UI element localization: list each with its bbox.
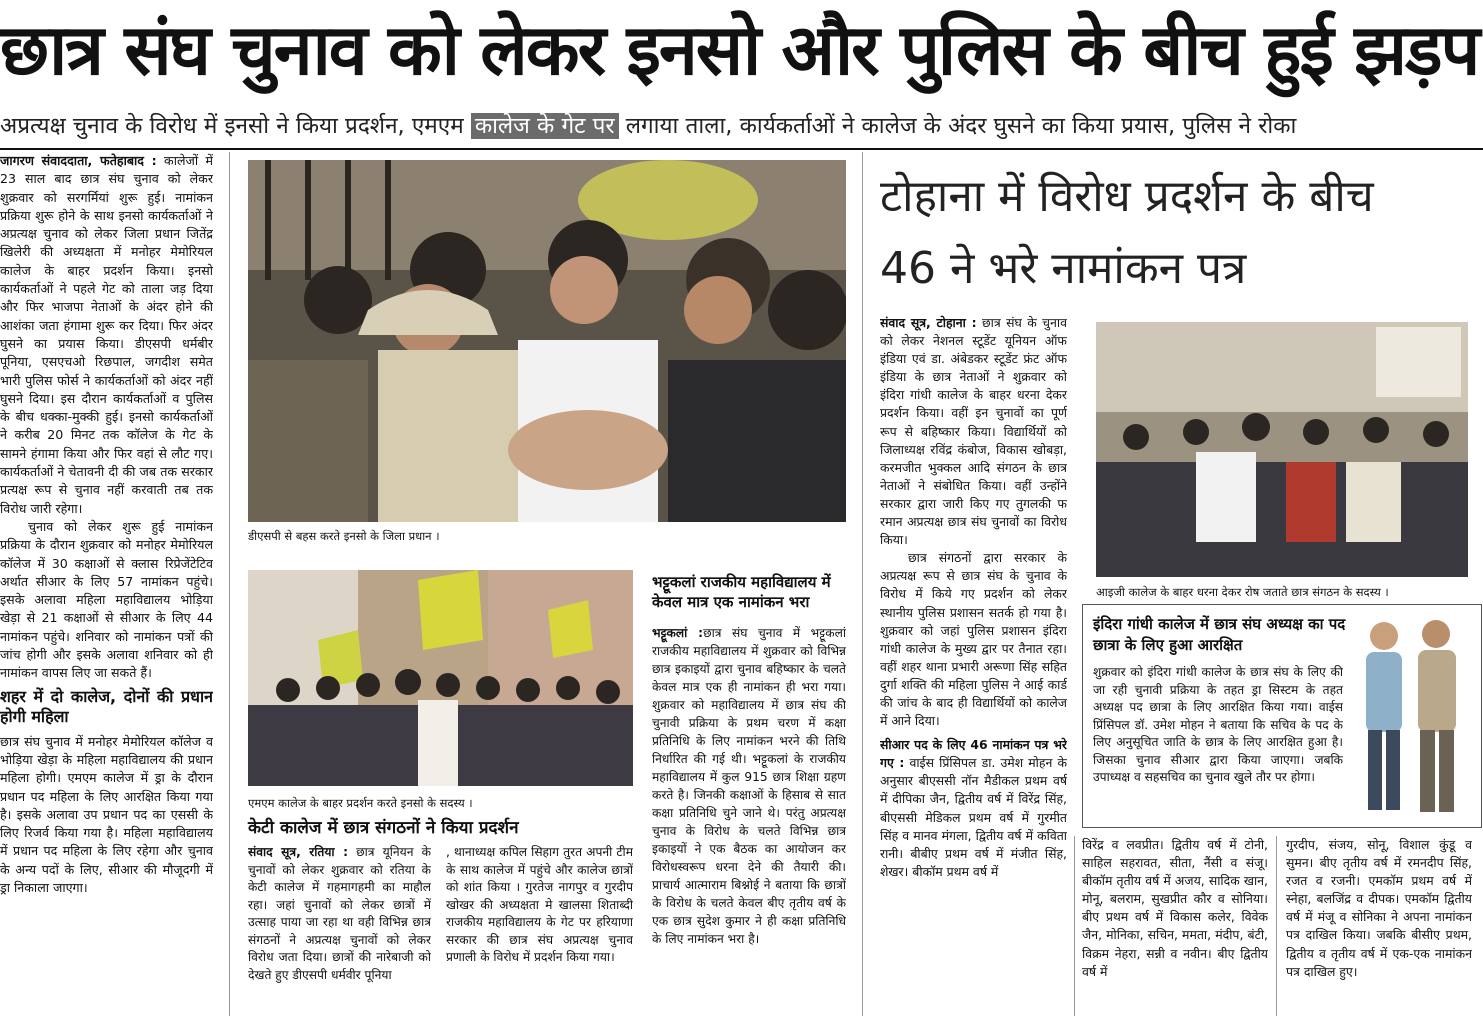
bhattu-story-text <box>652 624 846 1016</box>
left-byline: जागरण संवाददाता, फतेहाबाद : <box>0 153 157 168</box>
keti-story-title: केटी कालेज में छात्र संगठनों ने किया प्रदर्शन <box>248 818 519 838</box>
subheadline-highlight: कालेज के गेट पर <box>471 113 619 139</box>
bhattu-byline: भट्टूकलां : <box>652 626 704 640</box>
bhattu-story-title: भट्टूकलां राजकीय महाविद्यालय में केवल मात्र एक नामांकन भरा <box>652 573 831 611</box>
indira-box-text <box>1093 664 1343 822</box>
tohana-para1: छात्र संघ के चुनाव को लेकर नेशनल स्टूडेंट यूनियन ऑफ इंडिया एवं डा. अंबेडकर स्टूडेंट फ्रंट ऑफ इंडिया के छात्र नेताओं ने शुक्रवार को इंदिरा गांधी कालेज के बाहर धरना देकर प्रदर्शन किया। वहीं इन चुनावों का पूर्ण रूप से बहिष्कार किया। विद्यार्थियों को जिलाध्यक्ष रविंद्र कंबोज, विकास खोबड़ा, करमजीत भुक्कल आदि संगठन के छात्र नेताओं ने संबोधित किया। वहीं उन्होंने सरकार द्वारा जारी किए गए तुगलकी फ रमान अप्रत्यक्ष छात्र संघ चुनावों का विरोध किया। <box>880 315 1067 548</box>
left-column <box>0 152 213 1018</box>
column-divider-right-1 <box>1074 836 1075 1016</box>
keti-byline: संवाद सूत्र, रतिया : <box>248 845 348 859</box>
second-photo-caption: एमएम कालेज के बाहर प्रदर्शन करते इनसो के सदस्य । <box>248 796 473 810</box>
tohana-byline: संवाद सूत्र, टोहाना : <box>880 315 977 330</box>
keti-story-col2 <box>446 844 633 1016</box>
tohana-title-line1: टोहाना में विरोध प्रदर्शन के बीच <box>880 171 1374 222</box>
second-photo <box>248 570 633 786</box>
subheadline <box>0 104 1483 148</box>
keti-col1-text: छात्र यूनियन के चुनावों को लेकर शुक्रवार को रतिया के केटी कालेज में गहमागहमी का माहौल रहा। जहां चुनावों को लेकर छात्रों में उत्साह पाया जा रहा था वही विभिन्न छात्र संगठनों ने अप्रत्यक्ष चुनावों को लेकर विरोध जता दिया। छात्रों की नारेबाजी को देखते हुए डीएसपी धर्मवीर पूनिया <box>248 845 431 982</box>
main-photo-scene <box>248 160 846 522</box>
tohana-para4: विरेंद्र व लवप्रीत। द्वितीय वर्ष में टोनी, साहिल सहरावत, सीता, नैंसी व संजू। बीकॉम तृतीय वर्ष में अजय, सादिक खान, मोनू, बलराम, सुखप्रीत कौर व सोनिया। बीए प्रथम वर्ष में विकास कलेर, विवेक जैन, मोनिका, सचिन, ममता, मंदीप, बंटी, विक्रम नेहरा, सन्नी व नवीन। बीए द्वितीय वर्ष में <box>1082 837 1268 979</box>
column-divider-mid <box>862 152 863 1016</box>
left-para-1 <box>0 152 213 518</box>
tohana-subhead: सीआर पद के लिए 46 नामांकन पत्र भरे गए : <box>880 737 1067 771</box>
tohana-para3: वाईस प्रिंसिपल डा. उमेश मोहन के अनुसार बीएससी नॉन मैडीकल प्रथम वर्ष में दीपिका जैन, द्वितीय वर्ष में विरेंद्र सिंह, बीएससी मेडिकल प्रथम वर्ष में गुरमीत सिंह व मानव मंगला, द्वितीय वर्ष में कविता रानी। बीबीए प्रथम वर्ष में मंजीत सिंह, शेखर। बीकॉम प्रथम वर्ष में <box>880 755 1067 879</box>
tohana-col2 <box>1082 836 1268 1016</box>
column-divider-left <box>229 152 230 1016</box>
left-para-1-text: कालेजों में 23 साल बाद छात्र संघ चुनाव को लेकर शुक्रवार को सरगर्मियां शुरू हुई। नामांकन प्रक्रिया शुरू होने के साथ इनसो कार्यकर्ताओं ने अप्रत्यक्ष चुनाव को लेकर जिला प्रधान जितेंद्र खिलेरी की अध्यक्षता में मनोहर मेमोरियल कालेज के बाहर प्रदर्शन किया। इनसो कार्यकर्ताओं ने पहले गेट को ताला जड़ दिया और फिर भाजपा नेताओं के अंदर होने की आशंका जता हंगामा शुरू कर दिया। फिर अंदर घुसने का प्रयास किया। डीएसपी धर्मबीर पूनिया, एसएचओ रिछपाल, जगदीश समेत भारी पुलिस फोर्स ने कार्यकर्ताओं को अंदर नहीं घुसने दिया। इस दौरान कार्यकर्ताओं व पुलिस के बीच धक्का-मुक्की हुई। इनसो कार्यकर्ताओं ने करीब 20 मिनट तक कॉलेज के गेट के सामने हंगामा किया और फिर वहां से लौट गए। कार्यकर्ताओं ने चेतावनी दी की जब तक सरकार प्रत्यक्ष रूप से चुनाव नहीं करवाती तब तक विरोध जारी रहेगा। <box>0 153 213 516</box>
tohana-col3 <box>1286 836 1472 1016</box>
right-photo-caption: आइजी कालेज के बाहर धरना देकर रोष जताते छात्र संगठन के सदस्य । <box>1096 585 1389 599</box>
bhattu-text: छात्र संघ चुनाव में भट्टूकलां राजकीय महाविद्यालय में शुक्रवार को विभिन्न छात्र इकाइयों द्वारा चुनाव बहिष्कार के चलते केवल मात्र एक ही नामांकन ही भरा गया। शुक्रवार को महाविद्यालय में छात्र संघ की चुनावी प्रक्रिया के प्रथम चरण में कक्षा प्रतिनिधि के लिए नामांकन भरने की तिथि निर्धारित की गई थी। भट्टूकलां के राजकीय महाविद्यालय में कुल 915 छात्र शिक्षा ग्रहण करते है। जिनकी कक्षाओं के हिसाब से सात कक्षा प्रतिनिधि चुने जाने थे। परंतु अप्रत्यक्ष चुनाव के विरोध के चलते विभिन्न छात्र इकाइयों ने एक बैठक का आयोजन कर विरोधस्वरूप धरना देने की तैयारी की। प्राचार्य आत्माराम बिश्नोई ने बताया कि छात्रों के विरोध के चलते केवल बीए तृतीय वर्ष के एक छात्र सुदेश कुमार ने ही कक्षा प्रतिनिधि के लिए नामांकन भरा है। <box>652 626 846 946</box>
tohana-para2: छात्र संगठनों द्वारा सरकार के अप्रत्यक्ष रूप से छात्र संघ के चुनाव के विरोध में किये गए प्रदर्शन को लेकर स्थानीय पुलिस प्रशासन सतर्क हो गया है। शुक्रवार को जहां पुलिस प्रशासन इंदिरा गांधी कालेज के मुख्य द्वार पर तैनात रहा। वहीं शहर थाना प्रभारी अरूणा सिंह सहित दुर्गा शक्ति की महिला पुलिस ने आई कार्ड की जांच के बाद ही विद्यार्थियों को कालेज में आने दिया। <box>880 550 1067 729</box>
left-subhead: शहर में दो कालेज, दोनों की प्रधान होगी महिला <box>0 686 213 726</box>
indira-text: शुक्रवार को इंदिरा गांधी कालेज के छात्र संघ के लिए की जा रही चुनावी प्रक्रिया के तहत ड्रा सिस्टम के तहत अध्यक्ष पद छात्रा के लिए आरक्षित किया गया। वाईस प्रिंसिपल डॉ. उमेश मोहन ने बताया कि सचिव के पद के लिए अनुसूचित जाति के छात्र के लिए आरक्षित हुआ है। जिसका चुनाव सीआर द्वारा किया जाएगा। जबकि उपाध्यक्ष व सहसचिव का चुनाव खुले तौर पर होगा। <box>1093 665 1343 784</box>
subheadline-before: अप्रत्यक्ष चुनाव के विरोध में इनसो ने किया प्रदर्शन, एमएम <box>0 113 471 139</box>
headline: छात्र संघ चुनाव को लेकर इनसो और पुलिस के बीच हुई झड़प <box>0 9 1479 91</box>
right-photo <box>1096 322 1468 577</box>
tohana-col1 <box>880 314 1067 1016</box>
keti-col2-text: , थानाध्यक्ष कपिल सिहाग तुरत अपनी टीम के साथ कालेज में पहुंचे और कालेज छात्रों को शांत किया । गुरतेज नागपुर व गुरदीप खोखर की अध्यक्षता मे खालसा शिताब्दी राजकीय महाविद्यालय के गेट पर हरियाणा सरकार की छात्र संघ अप्रत्यक्ष चुनाव प्रणाली के विरोध में प्रदर्शन किया गया। <box>446 845 633 964</box>
left-para-3: छात्र संघ चुनाव में मनोहर मेमोरियल कॉलेज व भोड़िया खेड़ा के महिला महाविद्यालय की प्रधान महिला होगी। एमएम कालेज में ड्रा के दौरान प्रधान पद महिला के लिए आरक्षित किया गया है। इसके अलावा उप प्रधान पद का एससी के लिए रिजर्व किया गया है। महिला महाविद्यालय में प्रधान पद महिला के लिए रहेगा और चुनाव के अन्य पदों के लिए, सीआर की मौजूदगी में ड्रा निकाला जाएगा। <box>0 733 213 895</box>
tohana-title-line2: 46 ने भरे नामांकन पत्र <box>880 243 1247 294</box>
right-photo-scene <box>1096 322 1468 577</box>
people-illustration <box>1348 612 1474 822</box>
tohana-para5: गुरदीप, संजय, सोनू, विशाल कुंडू व सुमन। बीए तृतीय वर्ष में रमनदीप सिंह, रजत व रजनी। एमकॉम प्रथम वर्ष में स्नेहा, बलजिंद्र व दीपक। एमकॉम द्वितीय वर्ष में मंजू व सोनिका ने अपना नामांकन पत्र दाखिल किया। जबकि बीसीए प्रथम, द्वितीय व तृतीय वर्ष में एक-एक नामांकन पत्र दाखिल हुए। <box>1286 837 1472 979</box>
column-divider-right-2 <box>1276 836 1277 1016</box>
headline-rule <box>0 148 1483 150</box>
main-photo-caption: डीएसपी से बहस करते इनसो के जिला प्रधान । <box>248 529 440 543</box>
keti-story-col1 <box>248 844 431 1016</box>
main-photo <box>248 160 846 522</box>
subheadline-after: लगाया ताला, कार्यकर्ताओं ने कालेज के अंदर घुसने का किया प्रयास, पुलिस ने रोका <box>618 113 1297 139</box>
indira-box-title: इंदिरा गांधी कालेज में छात्र संघ अध्यक्ष का पद छात्रा के लिए हुआ आरक्षित <box>1093 615 1346 654</box>
people-illustration-svg <box>1348 612 1474 822</box>
second-photo-scene <box>248 570 633 786</box>
left-para-2: चुनाव को लेकर शुरू हुई नामांकन प्रक्रिया के दौरान शुक्रवार को मनोहर मेमोरियल कॉलेज में 30 कक्षाओं से क्लास रिप्रेजेंटेटिव अर्थात सीआर के लिए 57 नामांकन पहुंचे। इसके अलावा महिला महाविद्यालय भोड़िया खेड़ा से 21 कक्षाओं से सीआर के लिए 44 नामांकन पहुंचे। शनिवार को नामांकन पत्रों की जांच होगी और इसके अलावा शनिवार को ही नामांकन वापस लिए जा सकते हैं। <box>0 518 213 681</box>
